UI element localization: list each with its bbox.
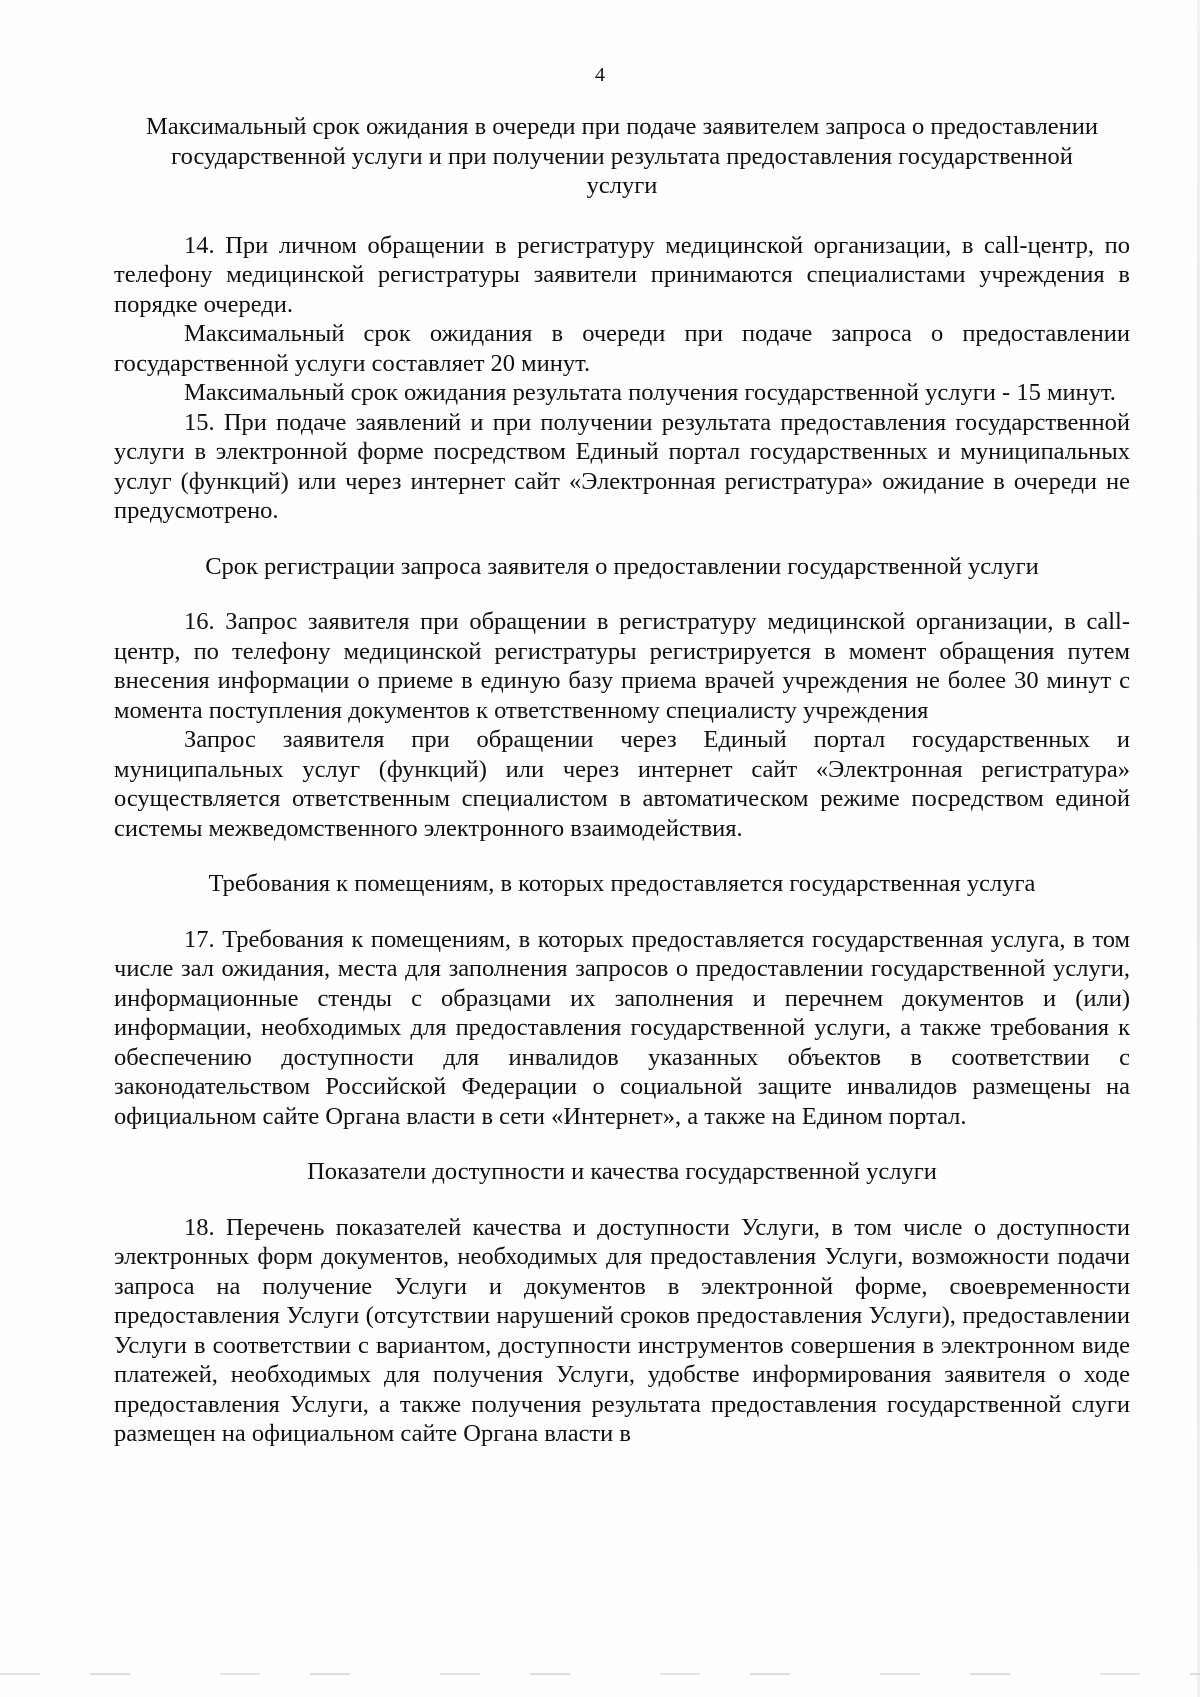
scan-bottom-artifact xyxy=(0,1673,1200,1675)
paragraph-15: 15. При подаче заявлений и при получении результата предоставления государственной услуги в электронной форме посредством Единый портал государственных и муниципальных услуг (функций) или через интернет сайт «Электронная регистратура» ожидание в очереди не предусмотрено. xyxy=(114,408,1130,524)
paragraph-14: 14. При личном обращении в регистратуру медицинской организации, в call-центр, по телефону медицинской регистратуры заявители принимаются специалистами учреждения в порядке очереди. xyxy=(114,231,1130,318)
section-heading-queue-wait: Максимальный срок ожидания в очереди при подаче заявителем запроса о предоставлении государственной услуги и при получении результата предоставления государственной услуги xyxy=(145,113,1099,199)
document-body xyxy=(114,112,1130,1449)
paragraph-16-electronic: Запрос заявителя при обращении через Единый портал государственных и муниципальных услуг (функций) или через интернет сайт «Электронная регистратура» осуществляется ответственным специалистом в автоматическом режиме посредством единой системы межведомственного электронного взаимодействия. xyxy=(114,726,1130,842)
section-heading-premises: Требования к помещениям, в которых предоставляется государственная услуга xyxy=(208,870,1036,897)
section-heading-quality-indicators: Показатели доступности и качества государственной услуги xyxy=(307,1158,937,1185)
paragraph-18: 18. Перечень показателей качества и доступности Услуги, в том числе о доступности электронных форм документов, необходимых для предоставления Услуги, возможности подачи запроса на получение Услуги и документов в электронной форме, своевременности предоставления Услуги (отсутствии нарушений сроков предоставления Услуги), предоставлении Услуги в соответствии с вариантом, доступности инструментов совершения в электронном виде платежей, необходимых для получения Услуги, удобстве информирования заявителя о ходе предоставления Услуги, а также получения результата предоставления государственной слуги размещен на официальном сайте Органа власти в xyxy=(114,1213,1130,1447)
page-number: 4 xyxy=(595,64,605,86)
paragraph-17: 17. Требования к помещениям, в которых предоставляется государственная услуга, в том числе зал ожидания, места для заполнения запросов о предоставлении государственной услуги, информационные стенды с образцами их заполнения и перечнем документов и (или) информации, необходимых для предоставления государственной услуги, а также требования к обеспечению доступности для инвалидов указанных объектов в соответствии с законодательством Российской Федерации о социальной защите инвалидов размещены на официальном сайте Органа власти в сети «Интернет», а также на Едином портал. xyxy=(114,925,1130,1130)
section-heading-registration-term: Срок регистрации запроса заявителя о предоставлении государственной услуги xyxy=(205,552,1039,580)
paragraph-14-wait-result: Максимальный срок ожидания результата получения государственной услуги - 15 минут. xyxy=(184,379,1116,406)
paragraph-16: 16. Запрос заявителя при обращении в регистратуру медицинской организации, в call-центр, по телефону медицинской регистратуры регистрируется в момент обращения путем внесения информации о приеме в единую базу приема врачей учреждения не более 30 минут с момента поступления документов к ответственному специалисту учреждения xyxy=(114,608,1130,724)
paragraph-14-wait-request: Максимальный срок ожидания в очереди при подаче запроса о предоставлении государственной услуги составляет 20 минут. xyxy=(114,320,1130,377)
